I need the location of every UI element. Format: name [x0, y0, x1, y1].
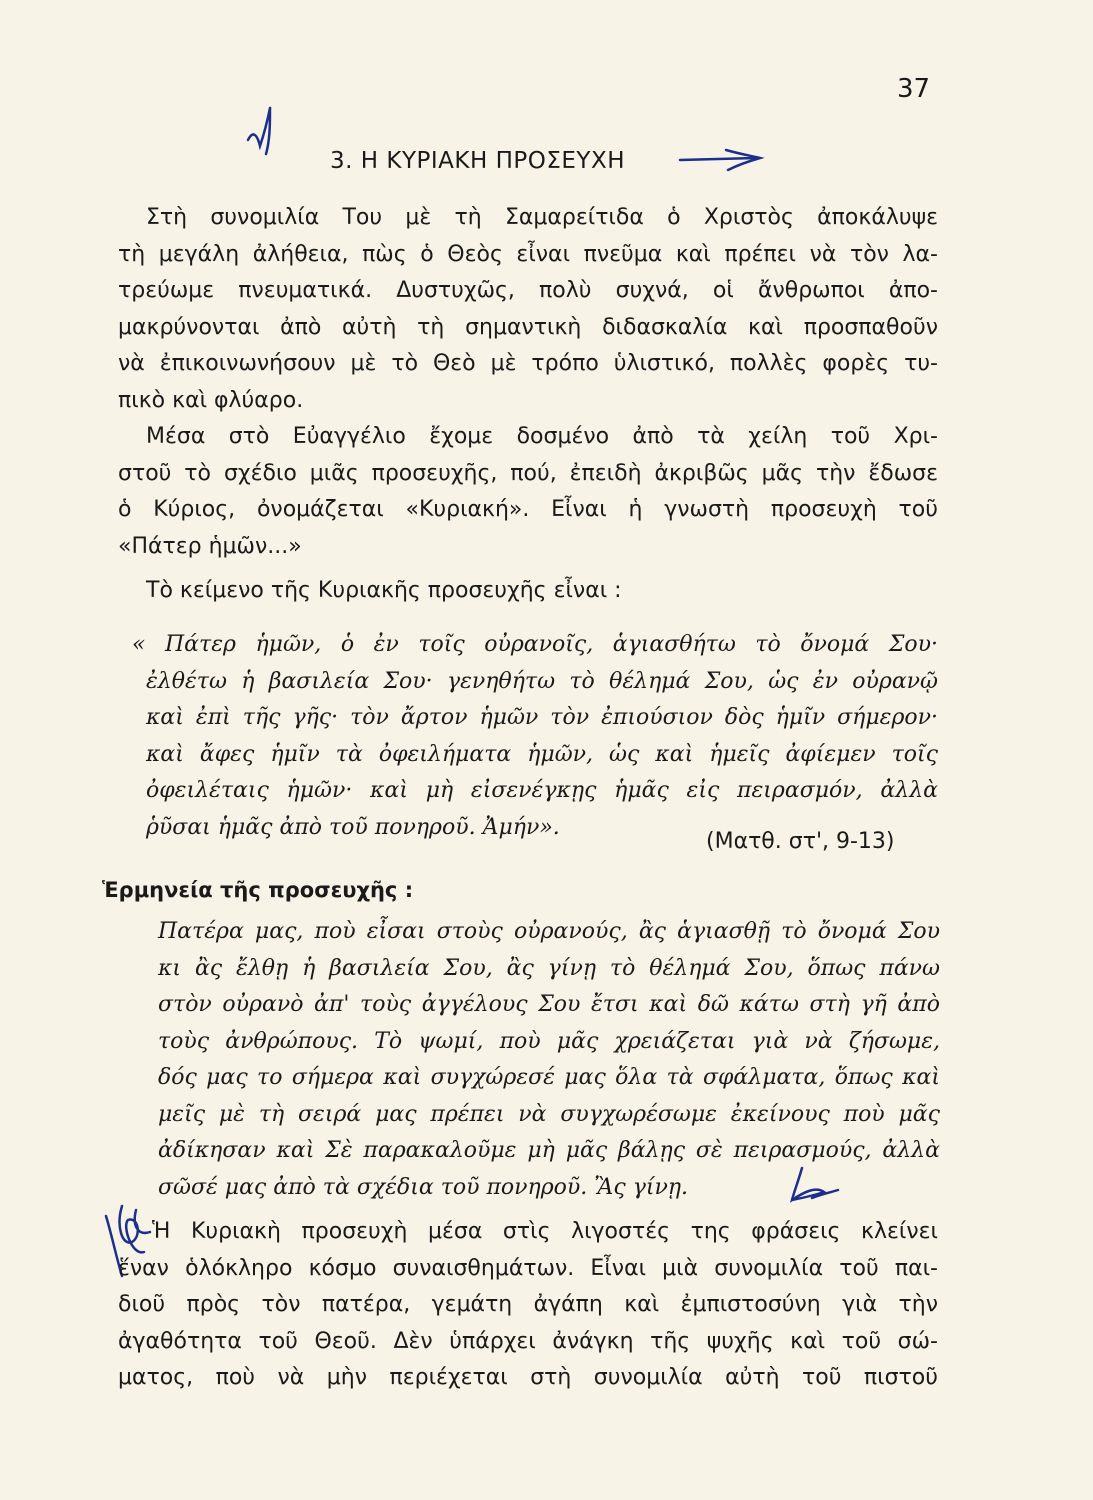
- text-line: τρεύωμε πνευματικά. Δυστυχῶς, πολὺ συχνά, οἱ ἄνθρωποι ἀπο-: [118, 278, 938, 303]
- text-line: δός μας το σήμερα καὶ συγχώρεσέ μας ὅλα τὰ σφάλματα, ὅπως καὶ: [158, 1065, 940, 1090]
- text-line: στὸν οὐρανὸ ἀπ' τοὺς ἀγγέλους Σου ἔτσι καὶ δῶ κάτω στὴ γῆ ἀπὸ: [158, 992, 940, 1017]
- text-line: τὴ μεγάλη ἀλήθεια, πὼς ὁ Θεὸς εἶναι πνεῦμα καὶ πρέπει νὰ τὸν λα-: [118, 241, 938, 267]
- text-line: Τὸ κείμενο τῆς Κυριακῆς προσευχῆς εἶναι :: [146, 578, 622, 603]
- gospel-paragraph: [118, 419, 938, 565]
- text-line: μακρύνονται ἀπὸ αὐτὴ τὴ σημαντικὴ διδασκαλία καὶ προσπαθοῦν: [118, 314, 938, 340]
- text-line: ἐλθέτω ἡ βασιλεία Σου· γενηθήτω τὸ θέλημά Σου, ὡς ἐν οὐρανῷ: [146, 668, 938, 694]
- closing-paragraph: [118, 1214, 938, 1397]
- handwritten-checkmark-icon: [240, 100, 290, 170]
- interpretation-heading: Ἑρμηνεία τῆς προσευχῆς :: [102, 878, 414, 902]
- text-line: Πατέρα μας, ποὺ εἶσαι στοὺς οὐρανούς, ἂς ἁγιασθῇ τὸ ὄνομά Σου: [158, 919, 940, 944]
- text-line: μεῖς μὲ τὴ σειρά μας πρέπει νὰ συγχωρέσωμε ἐκείνους ποὺ μᾶς: [158, 1101, 940, 1127]
- text-line: ἀδίκησαν καὶ Σὲ παρακαλοῦμε μὴ μᾶς βάλῃς σὲ πειρασμούς, ἀλλὰ: [158, 1138, 940, 1163]
- chapter-title: 3. Η ΚΥΡΙΑΚΗ ΠΡΟΣΕΥΧΗ: [330, 148, 626, 174]
- text-line: Ἡ Κυριακὴ προσευχὴ μέσα στὶς λιγοστές της φράσεις κλείνει: [152, 1219, 938, 1244]
- text-line: στοῦ τὸ σχέδιο μιᾶς προσευχῆς, πού, ἐπειδὴ ἀκριβῶς μᾶς τὴν ἔδωσε: [118, 460, 938, 486]
- text-line: ἀγαθότητα τοῦ Θεοῦ. Δὲν ὑπάρχει ἀνάγκη τῆς ψυχῆς καὶ τοῦ σώ-: [118, 1328, 938, 1354]
- text-line: τοὺς ἀνθρώπους. Τὸ ψωμί, ποὺ μᾶς χρειάζεται γιὰ νὰ ζήσωμε,: [158, 1028, 940, 1054]
- text-line: νὰ ἐπικοινωνήσουν μὲ τὸ Θεὸ μὲ τρόπο ὑλιστικό, πολλὲς φορὲς τυ-: [118, 351, 938, 376]
- text-intro: [118, 573, 938, 610]
- prayer-source: (Ματθ. στ', 9-13): [706, 829, 895, 854]
- text-line: ματος, ποὺ νὰ μὴν περιέχεται στὴ συνομιλία αὐτὴ τοῦ πιστοῦ: [118, 1365, 938, 1390]
- text-line: σῶσέ μας ἀπὸ τὰ σχέδια τοῦ πονηροῦ. Ἂς γίνῃ.: [158, 1174, 689, 1200]
- text-line: κι ἂς ἔλθῃ ἡ βασιλεία Σου, ἂς γίνῃ τὸ θέλημά Σου, ὅπως πάνω: [158, 955, 940, 981]
- text-line: πικὸ καὶ φλύαρο.: [118, 387, 304, 413]
- handwritten-arrow-mark-icon: [676, 138, 776, 178]
- text-line: ὁ Κύριος, ὀνομάζεται «Κυριακή». Εἶναι ἡ γνωστὴ προσευχὴ τοῦ: [118, 497, 938, 522]
- text-line: Στὴ συνομιλία Του μὲ τὴ Σαμαρείτιδα ὁ Χριστὸς ἀποκάλυψε: [146, 205, 938, 230]
- interpretation-text: [158, 914, 940, 1206]
- page-number: 37: [897, 74, 931, 104]
- text-line: καὶ ἄφες ἡμῖν τὰ ὀφειλήματα ἡμῶν, ὡς καὶ ἡμεῖς ἀφίεμεν τοῖς: [146, 741, 938, 767]
- text-line: ῥῦσαι ἡμᾶς ἀπὸ τοῦ πονηροῦ. Ἀμήν».: [146, 814, 560, 840]
- text-line: ἕναν ὁλόκληρο κόσμο συναισθημάτων. Εἶναι μιὰ συνομιλία τοῦ παι-: [118, 1255, 938, 1281]
- text-line: «Πάτερ ἡμῶν...»: [118, 533, 302, 559]
- text-line: διοῦ πρὸς τὸν πατέρα, γεμάτη ἀγάπη καὶ ἐμπιστοσύνη γιὰ τὴν: [118, 1292, 938, 1317]
- text-line: Μέσα στὸ Εὐαγγέλιο ἔχομε δοσμένο ἀπὸ τὰ χείλη τοῦ Χρι-: [146, 424, 938, 449]
- prayer-text: [132, 627, 938, 846]
- text-line: ὀφειλέταις ἡμῶν· καὶ μὴ εἰσενέγκῃς ἡμᾶς εἰς πειρασμόν, ἀλλὰ: [146, 778, 938, 803]
- text-line: καὶ ἐπὶ τῆς γῆς· τὸν ἄρτον ἡμῶν τὸν ἐπιούσιον δὸς ἡμῖν σήμερον·: [146, 705, 938, 730]
- text-line: « Πάτερ ἡμῶν, ὁ ἐν τοῖς οὐρανοῖς, ἁγιασθήτω τὸ ὄνομά Σου·: [132, 632, 938, 657]
- intro-paragraph: [118, 200, 938, 419]
